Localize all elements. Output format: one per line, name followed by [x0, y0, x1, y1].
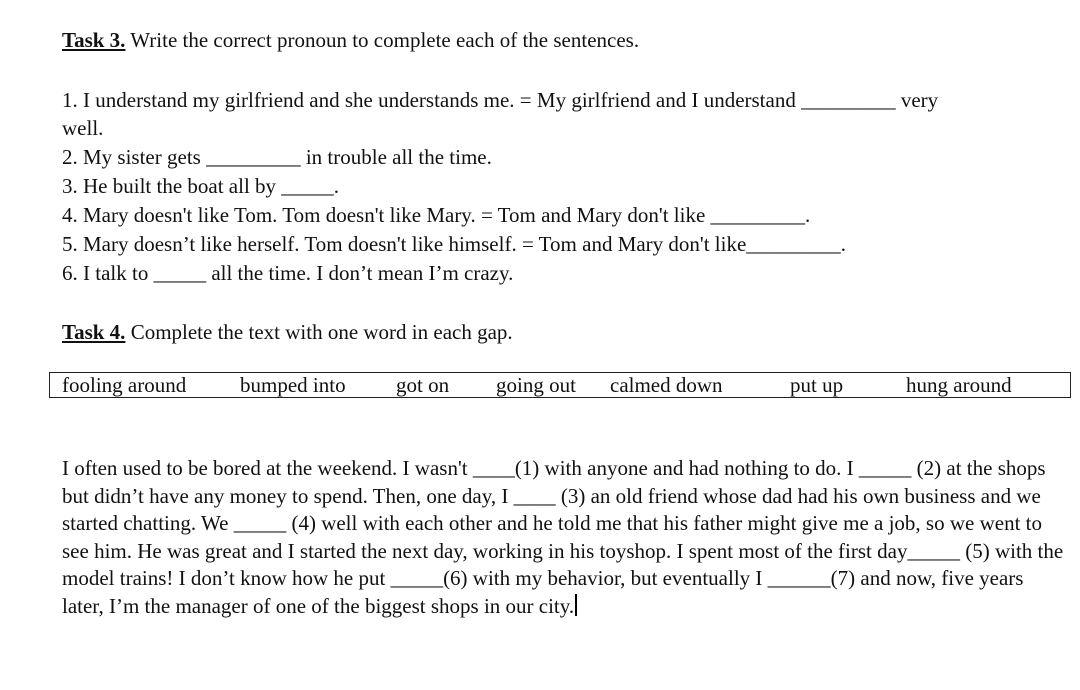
- task4-paragraph-text: I often used to be bored at the weekend. I wasn't ____(1) with anyone and had nothing to do. I _____ (2) at the shops but didn’t have any money to spend. Then, one day, I ____ (3) an old friend whose dad had his own business and we started chatting. We _____ (4) well with each other and he told me that his father might give me a job, so we went to see him. He was great and I started the next day, working in his toyshop. I spent most of the first day_____ (5) with the model trains! I don’t know how he put _____(6) with my behavior, but eventually I ______(7) and now, five years later, I’m the manager of one of the biggest shops in our city.: [62, 456, 1064, 618]
- task3-item-2: 2. My sister gets _________ in trouble all the time.: [62, 145, 492, 169]
- word-bank-item: put up: [790, 373, 844, 397]
- task4-paragraph[interactable]: [62, 455, 1064, 620]
- word-bank-item: bumped into: [240, 373, 346, 397]
- word-bank-item: got on: [396, 373, 450, 397]
- word-bank-item: going out: [496, 373, 576, 397]
- text-cursor: [575, 594, 577, 616]
- task3-item-1-cont: well.: [62, 116, 104, 140]
- task3-item-3: 3. He built the boat all by _____.: [62, 174, 340, 198]
- task3-item-6: 6. I talk to _____ all the time. I don’t mean I’m crazy.: [62, 261, 514, 285]
- task3-heading: [62, 26, 1066, 55]
- task3-item-4: 4. Mary doesn't like Tom. Tom doesn't like Mary. = Tom and Mary don't like _________.: [62, 203, 811, 227]
- task3-item-1: 1. I understand my girlfriend and she understands me. = My girlfriend and I understand _________ very: [62, 88, 939, 112]
- word-bank-item: calmed down: [610, 373, 723, 397]
- task4-title: Task 4.: [62, 320, 126, 344]
- word-bank-item: hung around: [906, 373, 1012, 397]
- task4-instruction: Complete the text with one word in each gap.: [125, 320, 513, 344]
- task3-title: Task 3.: [62, 28, 126, 52]
- word-bank-item: fooling around: [62, 373, 187, 397]
- word-bank-box: [49, 372, 1071, 398]
- task3-item-5: 5. Mary doesn’t like herself. Tom doesn't like himself. = Tom and Mary don't like_________.: [62, 232, 847, 256]
- task3-instruction: Write the correct pronoun to complete each of the sentences.: [125, 28, 640, 52]
- task3-items: [62, 86, 1066, 288]
- task4-heading: [62, 318, 1066, 347]
